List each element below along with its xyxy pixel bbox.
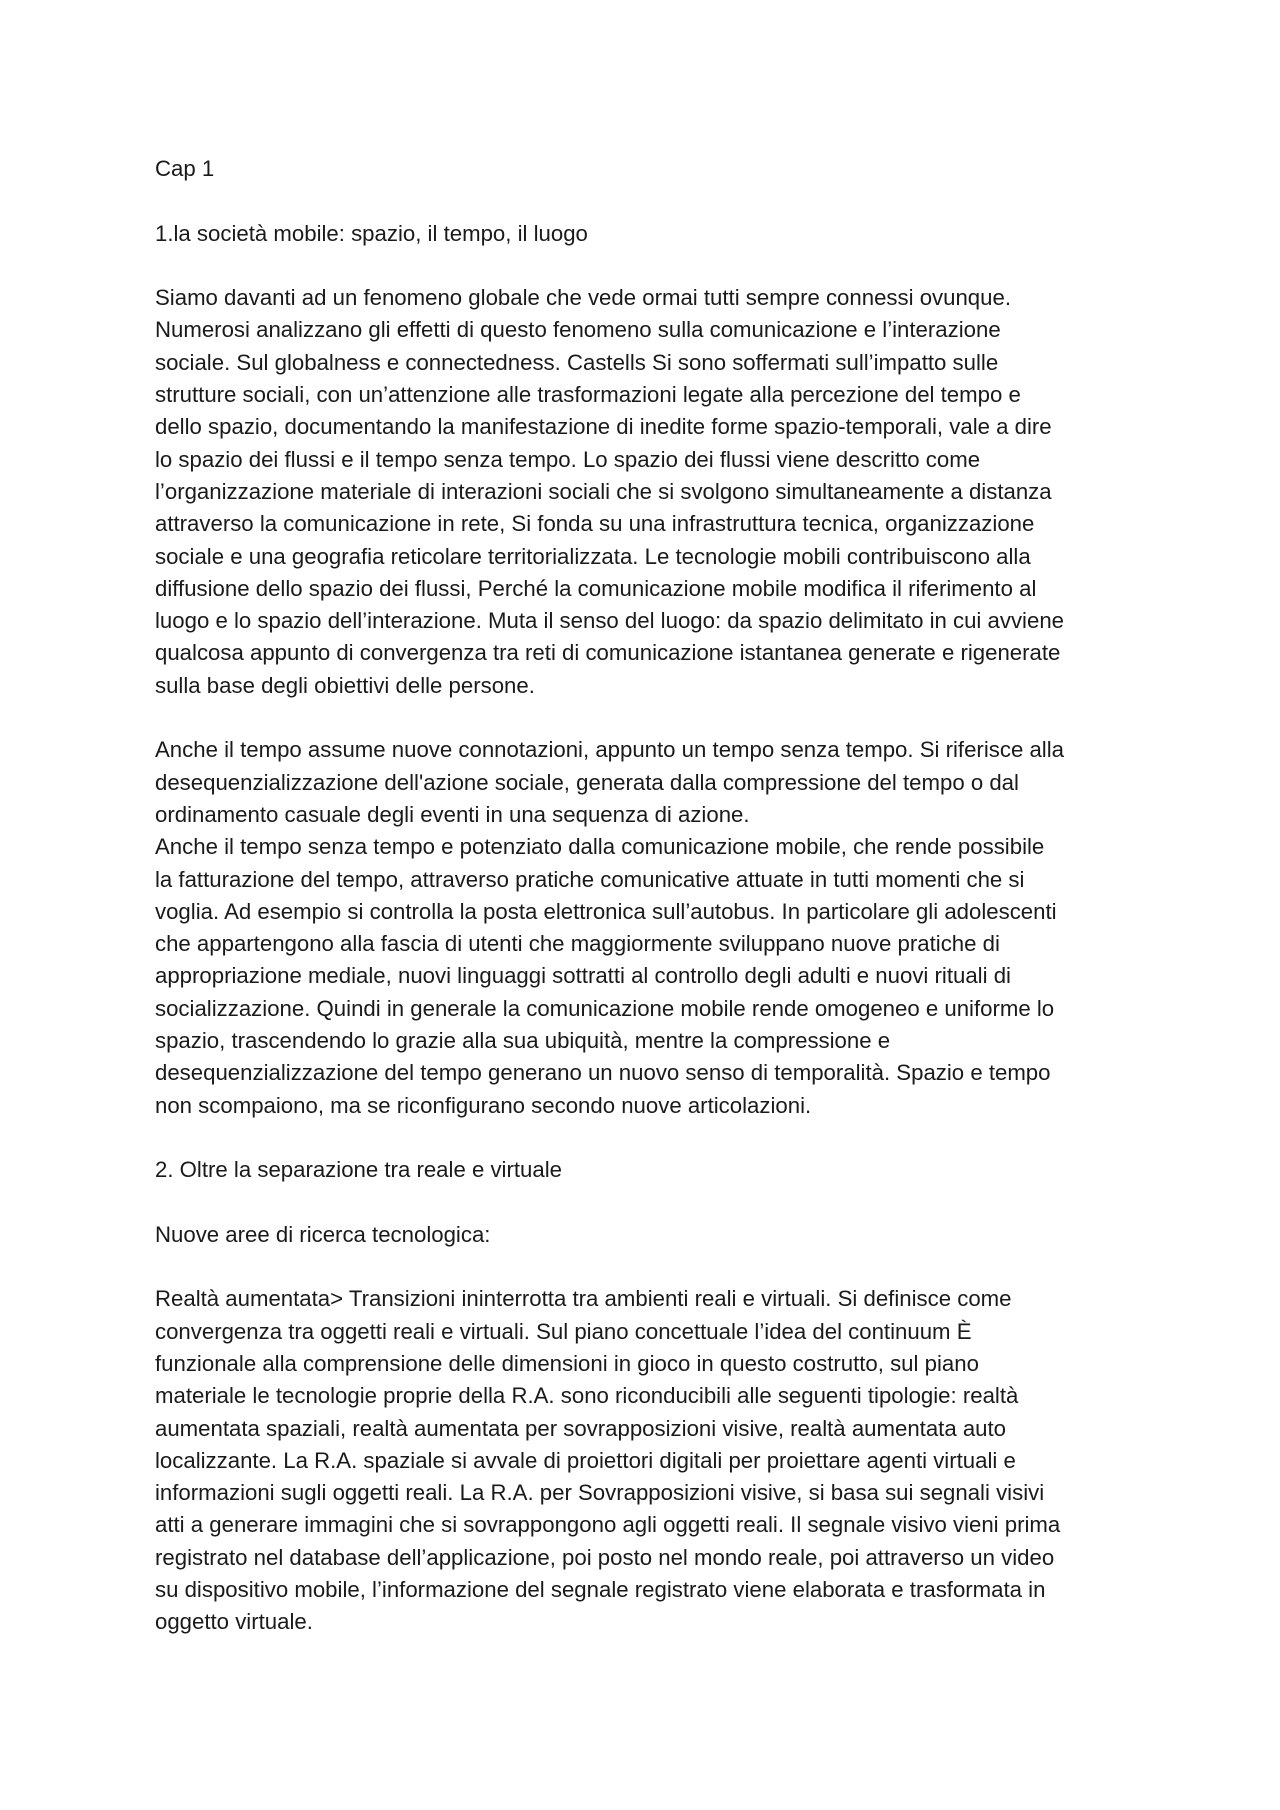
section-2-paragraph-1: Realtà aumentata> Transizioni ininterrotta tra ambienti reali e virtuali. Si definisce come convergenza tra oggetti reali e virtuali. Sul piano concettuale l’idea del continuum È funzionale alla comprensione delle dimensioni in gioco in questo costrutto, sul piano materiale le tecnologie proprie della R.A. sono riconducibili alle seguenti tipologie: realtà aumentata spaziali, realtà aumentata per sovrapposizioni visive, realtà aumentata auto localizzante. La R.A. spaziale si avvale di proiettori digitali per proiettare agenti virtuali e informazioni sugli oggetti reali. La R.A. per Sovrapposizioni visive, si basa sui segnali visivi atti a generare immagini che si sovrappongono agli oggetti reali. Il segnale visivo vieni prima registrato nel database dell’applicazione, poi posto nel mondo reale, poi attraverso un video su dispositivo mobile, l’informazione del segnale registrato viene elaborata e trasformata in oggetto virtuale. xyxy=(155,1286,1061,1635)
section-1-paragraph-2: Anche il tempo assume nuove connotazioni, appunto un tempo senza tempo. Si riferisce alla desequenzializzazione dell'azione sociale, generata dalla compressione del tempo o dal ordinamento casuale degli eventi in una sequenza di azione. xyxy=(155,737,1064,827)
chapter-heading: Cap 1 xyxy=(155,156,215,181)
section-1-title: 1.la società mobile: spazio, il tempo, il luogo xyxy=(155,220,588,246)
section-1-paragraph-1: Siamo davanti ad un fenomeno globale che vede ormai tutti sempre connessi ovunque. Numerosi analizzano gli effetti di questo fenomeno sulla comunicazione e l’interazione sociale. Sul globalness e connectedness. Castells Si sono soffermati sull’impatto sulle strutture sociali, con un’attenzione alle trasformazioni legate alla percezione del tempo e dello spazio, documentando la manifestazione di inedite forme spazio-temporali, vale a dire lo spazio dei flussi e il tempo senza tempo. Lo spazio dei flussi viene descritto come l’organizzazione materiale di interazioni sociali che si svolgono simultaneamente a distanza attraverso la comunicazione in rete, Si fonda su una infrastruttura tecnica, organizzazione sociale e una geografia reticolare territorializzata. Le tecnologie mobili contribuiscono alla diffusione dello spazio dei flussi, Perché la comunicazione mobile modifica il riferimento al luogo e lo spazio dell’interazione. Muta il senso del luogo: da spazio delimitato in cui avviene qualcosa appunto di convergenza tra reti di comunicazione istantanea generate e rigenerate sulla base degli obiettivi delle persone. xyxy=(155,285,1065,698)
section-1-paragraph-3: Anche il tempo senza tempo e potenziato dalla comunicazione mobile, che rende possibile la fatturazione del tempo, attraverso pratiche comunicative attuate in tutti momenti che si voglia. Ad esempio si controlla la posta elettronica sull’autobus. In particolare gli adolescenti che appartengono alla fascia di utenti che maggiormente sviluppano nuove pratiche di appropriazione mediale, nuovi linguaggi sottratti al controllo degli adulti e nuovi rituali di socializzazione. Quindi in generale la comunicazione mobile rende omogeneo e uniforme lo spazio, trascendendo lo grazie alla sua ubiquità, mentre la compressione e desequenzializzazione del tempo generano un nuovo senso di temporalità. Spazio e tempo non scompaiono, ma se riconfigurano secondo nuove articolazioni. xyxy=(155,834,1057,1118)
section-2-title: 2. Oltre la separazione tra reale e virtuale xyxy=(155,1157,562,1183)
section-2-subtitle: Nuove aree di ricerca tecnologica: xyxy=(155,1221,491,1247)
